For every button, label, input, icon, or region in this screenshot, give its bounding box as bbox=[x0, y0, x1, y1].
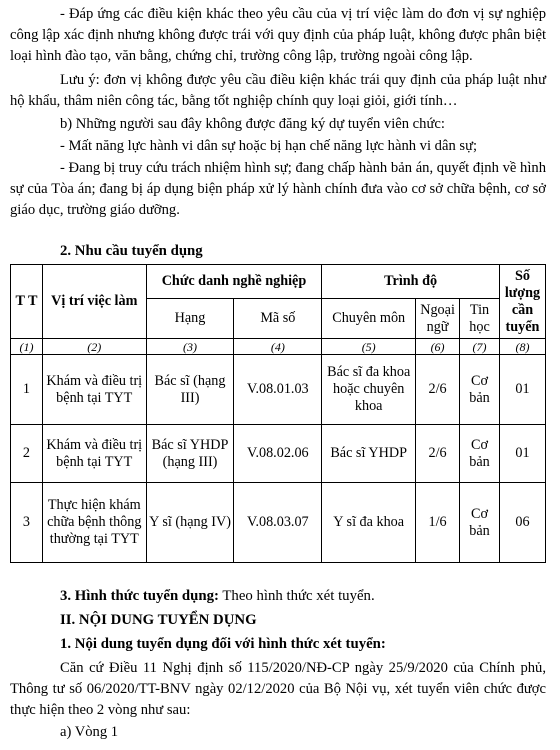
paragraph-other-conditions: - Đáp ứng các điều kiện khác theo yêu cầu của vị trí việc làm do đơn vị sự nghiệp công lập xác định nhưng không được trái với quy định của pháp luật, không được phân biệt loại hình đào tạo, văn bằng, chứng chỉ, trường công lập, trường ngoài công lập. bbox=[10, 6, 546, 64]
header-position: Vị trí việc làm bbox=[42, 265, 146, 339]
cell-rank: Y sĩ (hạng IV) bbox=[146, 483, 234, 563]
section-3-line bbox=[60, 586, 375, 606]
cell-quantity: 01 bbox=[499, 425, 545, 483]
column-number: (1) bbox=[11, 339, 43, 355]
table-row bbox=[11, 425, 546, 483]
cell-tt: 2 bbox=[11, 425, 43, 483]
column-number: (3) bbox=[146, 339, 234, 355]
column-number: (5) bbox=[322, 339, 416, 355]
table-row bbox=[11, 355, 546, 425]
cell-code: V.08.02.06 bbox=[234, 425, 322, 483]
cell-quantity: 06 bbox=[499, 483, 545, 563]
header-language: Ngoại ngữ bbox=[416, 299, 460, 339]
header-it: Tin học bbox=[460, 299, 500, 339]
cell-rank: Bác sĩ YHDP (hạng III) bbox=[146, 425, 234, 483]
header-title-group: Chức danh nghề nghiệp bbox=[146, 265, 322, 299]
header-code: Mã số bbox=[234, 299, 322, 339]
cell-it: Cơ bản bbox=[460, 425, 500, 483]
cell-tt: 1 bbox=[11, 355, 43, 425]
column-number: (6) bbox=[416, 339, 460, 355]
header-tt: T T bbox=[11, 265, 43, 339]
recruitment-table bbox=[10, 264, 546, 563]
cell-position: Thực hiện khám chữa bệnh thông thường tại TYT bbox=[42, 483, 146, 563]
cell-quantity: 01 bbox=[499, 355, 545, 425]
table-numbering-row bbox=[11, 339, 546, 355]
cell-language: 2/6 bbox=[416, 355, 460, 425]
cell-position: Khám và điều trị bệnh tại TYT bbox=[42, 355, 146, 425]
section-2-title: 2. Nhu cầu tuyển dụng bbox=[60, 243, 203, 259]
paragraph-note: Lưu ý: đơn vị không được yêu cầu điều kiện khác trái quy định của pháp luật như hộ khẩu, thâm niên công tác, bằng tốt nghiệp chính quy loại giỏi, giới tính… bbox=[10, 72, 546, 109]
table-row bbox=[11, 483, 546, 563]
cell-specialty: Bác sĩ YHDP bbox=[322, 425, 416, 483]
cell-specialty: Bác sĩ đa khoa hoặc chuyên khoa bbox=[322, 355, 416, 425]
section-1-title: 1. Nội dung tuyển dụng đối với hình thức xét tuyển: bbox=[60, 636, 386, 652]
table-header-row bbox=[11, 265, 546, 299]
paragraph-round-1: a) Vòng 1 bbox=[60, 724, 119, 740]
column-number: (7) bbox=[460, 339, 500, 355]
column-number: (8) bbox=[499, 339, 545, 355]
column-number: (2) bbox=[42, 339, 146, 355]
cell-it: Cơ bản bbox=[460, 355, 500, 425]
cell-code: V.08.01.03 bbox=[234, 355, 322, 425]
section-ii-title: II. NỘI DUNG TUYỂN DỤNG bbox=[60, 612, 257, 628]
cell-rank: Bác sĩ (hạng III) bbox=[146, 355, 234, 425]
paragraph-legal-basis: Căn cứ Điều 11 Nghị định số 115/2020/NĐ-CP ngày 25/9/2020 của Chính phủ, Thông tư số 06/2020/TT-BNV ngày 02/12/2020 của Bộ Nội vụ, xét tuyển viên chức được thực hiện theo 2 vòng như sau: bbox=[10, 660, 546, 718]
cell-code: V.08.03.07 bbox=[234, 483, 322, 563]
header-quantity: Số lượng cần tuyển bbox=[499, 265, 545, 339]
paragraph-ineligible-2: - Đang bị truy cứu trách nhiệm hình sự; đang chấp hành bản án, quyết định về hình sự của Tòa án; đang bị áp dụng biện pháp xử lý hành chính đưa vào cơ sở chữa bệnh, cơ sở giáo dục, trường giáo dưỡng. bbox=[10, 160, 546, 218]
header-rank: Hạng bbox=[146, 299, 234, 339]
section-3-title: 3. Hình thức tuyển dụng: bbox=[60, 588, 219, 604]
cell-language: 2/6 bbox=[416, 425, 460, 483]
cell-specialty: Y sĩ đa khoa bbox=[322, 483, 416, 563]
column-number: (4) bbox=[234, 339, 322, 355]
paragraph-ineligible-1: - Mất năng lực hành vi dân sự hoặc bị hạn chế năng lực hành vi dân sự; bbox=[60, 138, 478, 154]
paragraph-ineligible-intro: b) Những người sau đây không được đăng ký dự tuyển viên chức: bbox=[60, 116, 445, 132]
cell-language: 1/6 bbox=[416, 483, 460, 563]
header-level-group: Trình độ bbox=[322, 265, 500, 299]
cell-tt: 3 bbox=[11, 483, 43, 563]
cell-it: Cơ bản bbox=[460, 483, 500, 563]
section-3-text: Theo hình thức xét tuyển. bbox=[218, 588, 375, 604]
header-specialty: Chuyên môn bbox=[322, 299, 416, 339]
cell-position: Khám và điều trị bệnh tại TYT bbox=[42, 425, 146, 483]
